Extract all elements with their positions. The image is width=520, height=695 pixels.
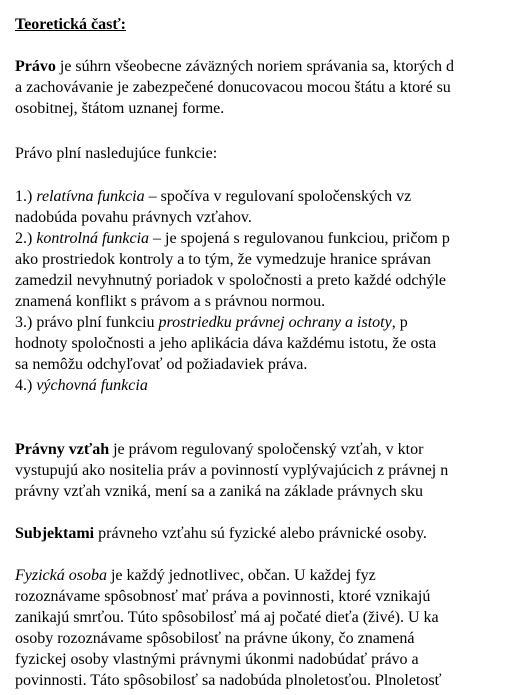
term-fyzicka-osoba: Fyzická osoba [15, 567, 107, 584]
paragraph-line: sa nemôžu odchyľovať od požiadaviek práva. [15, 356, 308, 373]
paragraph-line: zamedzil nevyhnutný poriadok v spoločnosti a preto každé odchýle [15, 272, 446, 289]
paragraph-line: nadobúda povahu právnych vzťahov. [15, 209, 252, 226]
paragraph-line: znamená konflikt s právom a s právnou normou. [15, 293, 326, 310]
section-heading: Teoretická časť: [15, 16, 126, 33]
text-run: právneho vzťahu sú fyzické alebo právnické osoby. [94, 525, 427, 542]
list-item-2 [15, 228, 450, 249]
text-run: 3.) právo plní funkciu [15, 314, 159, 331]
term-pravo: Právo [15, 58, 56, 75]
list-item-1 [15, 186, 411, 207]
paragraph-line: povinnosti. Táto spôsobilosť sa nadobúda plnoletosťou. Plnoletosť [15, 672, 442, 689]
text-run: 1.) [15, 188, 37, 205]
term-italic: kontrolná funkcia [36, 230, 150, 247]
paragraph-line: rozoznávame spôsobnosť mať práva a povinnosti, ktoré vznikajú [15, 588, 431, 605]
paragraph-line: právny vzťah vzniká, mení sa a zaniká na základe právnych sku [15, 483, 423, 500]
paragraph-line [15, 439, 423, 460]
text-run: je právom regulovaný spoločenský vzťah, v ktor [109, 441, 424, 458]
text-run: – je spojená s regulovanou funkciou, pričom p [149, 230, 450, 247]
paragraph-line: Právo plní nasledujúce funkcie: [15, 145, 218, 162]
paragraph-line [15, 523, 427, 544]
paragraph-line: zanikajú smrťou. Túto spôsobilosť má aj počaté dieťa (živé). U ka [15, 609, 439, 626]
text-run: 2.) [15, 230, 37, 247]
paragraph-line: osoby rozoznávame spôsobilosť na právne úkony, čo znamená [15, 630, 415, 647]
paragraph-line: fyzickej osoby vlastnými právnymi úkonmi nadobúdať právo a [15, 651, 419, 668]
term-italic: prostriedku právnej ochrany a istoty [158, 314, 392, 331]
text-run: je každý jednotlivec, občan. U každej fyz [106, 567, 376, 584]
paragraph-line: a zachovávanie je zabezpečené donucovacou mocou štátu a ktoré su [15, 79, 451, 96]
term-pravny-vztah: Právny vzťah [15, 441, 110, 458]
paragraph-line: osobitnej, štátom uznanej forme. [15, 100, 225, 117]
paragraph-line: ako prostriedok kontroly a to tým, že vymedzuje hranice správan [15, 251, 431, 268]
paragraph-line [15, 565, 376, 586]
text-run: – spočíva v regulovaní spoločenských vz [144, 188, 412, 205]
paragraph-line [15, 56, 454, 77]
text-run: je súhrn všeobecne záväzných noriem správania sa, ktorých d [55, 58, 454, 75]
paragraph-line: hodnoty spoločnosti a jeho aplikácia dáva každému istotu, že osta [15, 335, 437, 352]
term-italic: relatívna funkcia [36, 188, 145, 205]
text-run: , p [391, 314, 408, 331]
text-run: 4.) [15, 377, 37, 394]
term-subjektami: Subjektami [15, 525, 95, 542]
list-item-3 [15, 312, 408, 333]
term-italic: výchovná funkcia [36, 377, 148, 394]
list-item-4 [15, 375, 148, 396]
paragraph-line: vystupujú ako nositelia práv a povinností vyplývajúcich z právnej n [15, 462, 449, 479]
